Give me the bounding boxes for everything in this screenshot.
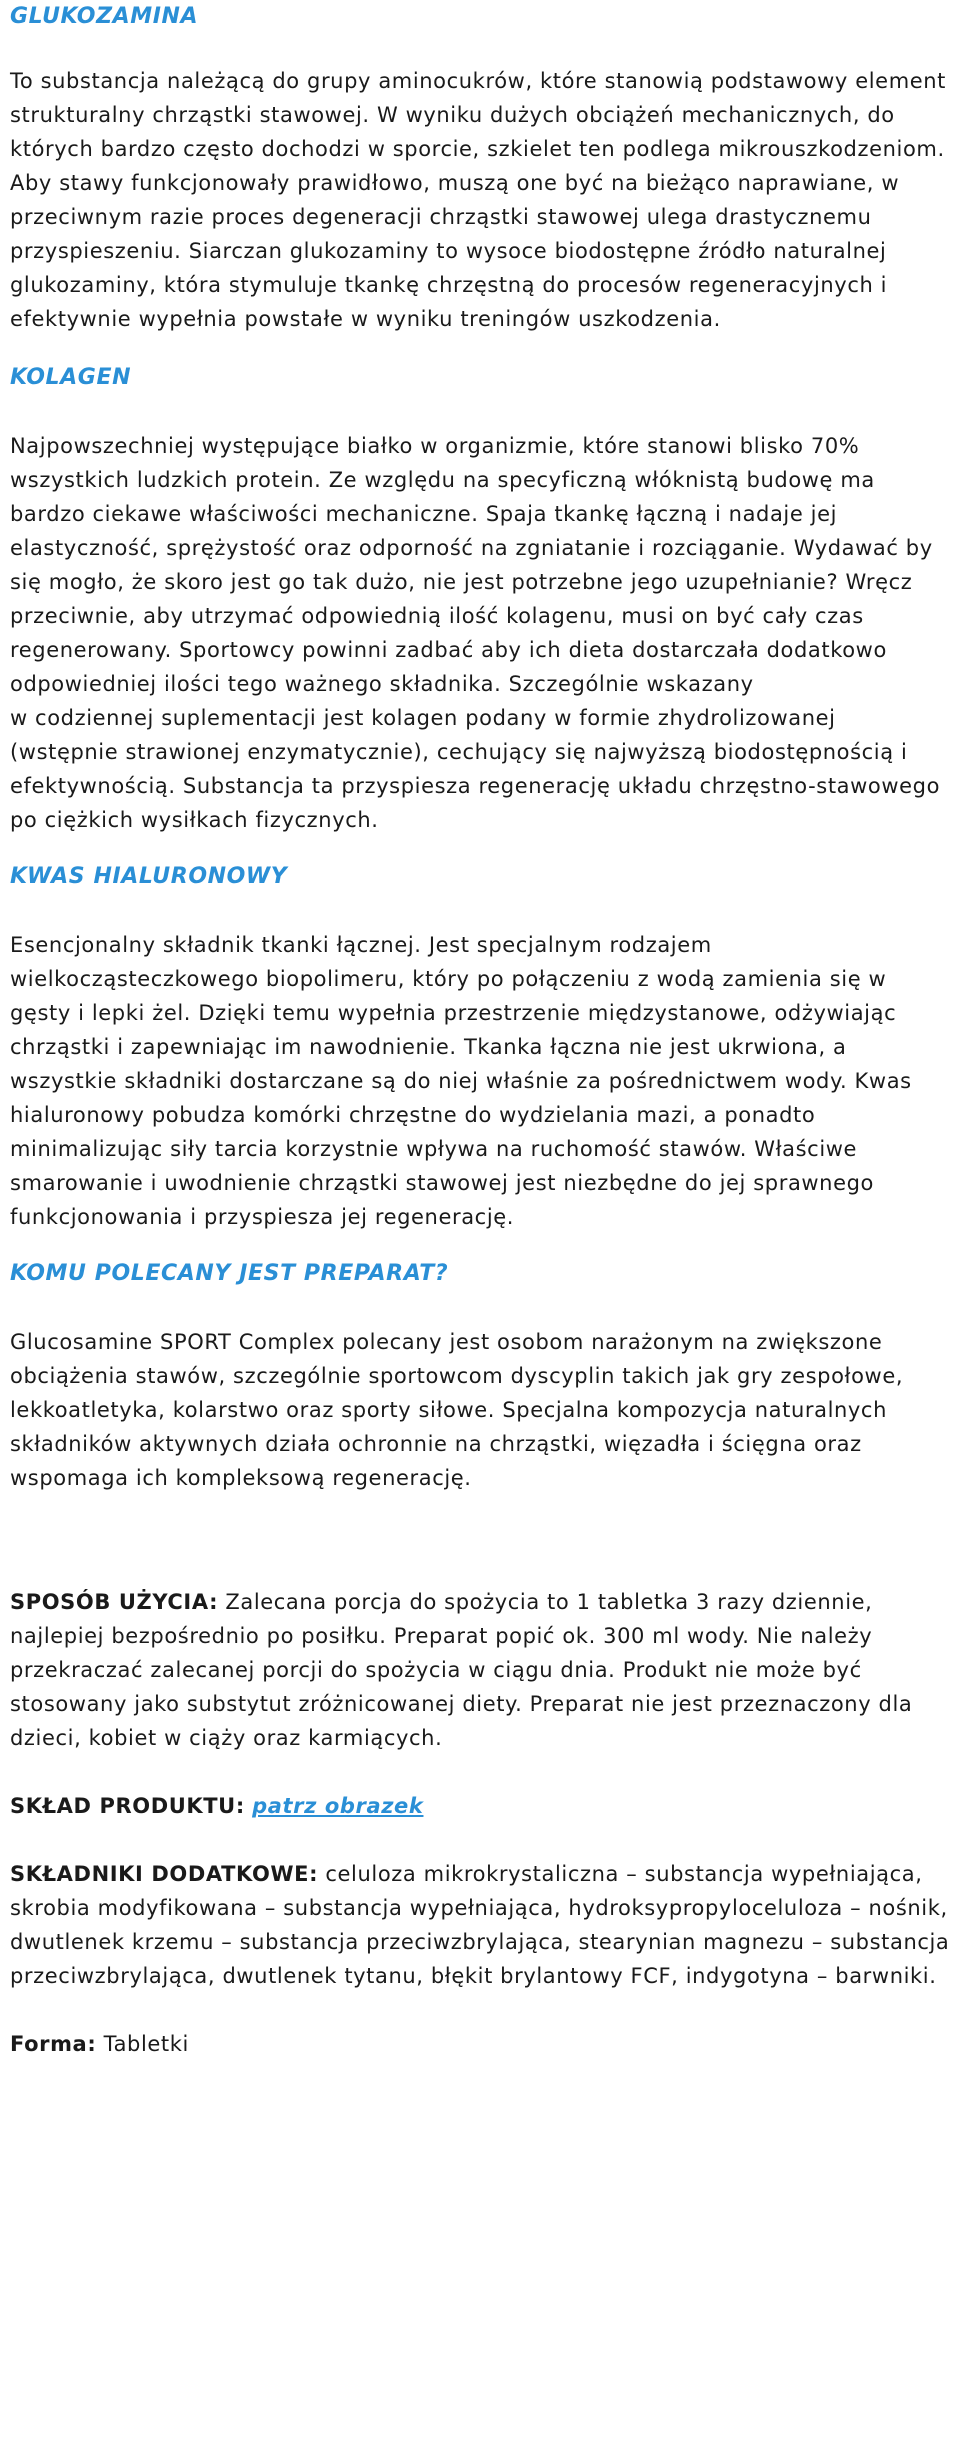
paragraph-kolagen-part1: Najpowszechniej występujące białko w organizmie, które stanowi blisko 70% wszystkich ludzkich protein. Ze względu na specyficzną włóknistą budowę ma bardzo ciekawe właściwości mechaniczne. Spaja tkankę łączną i nadaje jej elastyczność, sprężystość oraz odporność na zgniatanie i rozciąganie. Wydawać by się mogło, że skoro jest go tak dużo, nie jest potrzebne jego uzupełnianie? Wręcz przeciwnie, aby utrzymać odpowiednią ilość kolagenu, musi on być cały czas regenerowany. Sportowcy powinni zadbać aby ich dieta dostarczała dodatkowo odpowiedniej ilości tego ważnego składnika. Szczególnie wskazany (10, 434, 933, 696)
heading-kwas-hialuronowy: KWAS HIALURONOWY (10, 864, 288, 889)
form-text: Tabletki (103, 2032, 189, 2056)
paragraph-kolagen (10, 429, 950, 837)
paragraph-kolagen-part2: w codziennej suplementacji jest kolagen podany w formie zhydrolizowanej (wstępnie strawionej enzymatycznie), cechujący się najwyższą biodostępnością i efektywnością. Substancja ta przyspiesza regenerację układu chrzęstno-stawowego po ciężkich wysiłkach fizycznych. (10, 706, 941, 832)
heading-glukozamina: GLUKOZAMINA (10, 4, 199, 29)
composition-image-link[interactable]: patrz obrazek (252, 1794, 424, 1818)
paragraph-glukozamina: To substancja należącą do grupy aminocukrów, które stanowią podstawowy element strukturalny chrząstki stawowej. W wyniku dużych obciążeń mechanicznych, do których bardzo często dochodzi w sporcie, szkielet ten podlega mikrouszkodzeniom. Aby stawy funkcjonowały prawidłowo, muszą one być na bieżąco naprawiane, w przeciwnym razie proces degeneracji chrząstki stawowej ulega drastycznemu przyspieszeniu. Siarczan glukozaminy to wysoce biodostępne źródło naturalnej glukozaminy, która stymuluje tkankę chrzęstną do procesów regeneracyjnych i efektywnie wypełnia powstałe w wyniku treningów uszkodzenia. (10, 69, 947, 331)
usage-section (10, 1585, 950, 1755)
heading-kolagen: KOLAGEN (10, 365, 132, 390)
form-label: Forma: (10, 2032, 97, 2056)
form-section (10, 2027, 950, 2061)
paragraph-komu-polecany: Glucosamine SPORT Complex polecany jest osobom narażonym na zwiększone obciążenia stawów, szczególnie sportowcom dyscyplin takich jak gry zespołowe, lekkoatletyka, kolarstwo oraz sporty siłowe. Specjalna kompozycja naturalnych składników aktywnych działa ochronnie na chrząstki, więzadła i ścięgna oraz wspomaga ich kompleksową regenerację. (10, 1330, 904, 1490)
additives-section (10, 1857, 950, 1993)
composition-label: SKŁAD PRODUKTU: (10, 1794, 245, 1818)
additives-label: SKŁADNIKI DODATKOWE: (10, 1862, 319, 1886)
composition-section (10, 1789, 950, 1823)
paragraph-kwas-hialuronowy: Esencjonalny składnik tkanki łącznej. Jest specjalnym rodzajem wielkocząsteczkowego biopolimeru, który po połączeniu z wodą zamienia się w gęsty i lepki żel. Dzięki temu wypełnia przestrzenie międzystanowe, odżywiając chrząstki i zapewniając im nawodnienie. Tkanka łączna nie jest ukrwiona, a wszystkie składniki dostarczane są do niej właśnie za pośrednictwem wody. Kwas hialuronowy pobudza komórki chrzęstne do wydzielania mazi, a ponadto minimalizując siły tarcia korzystnie wpływa na ruchomość stawów. Właściwe smarowanie i uwodnienie chrząstki stawowej jest niezbędne do jej sprawnego funkcjonowania i przyspiesza jej regenerację. (10, 933, 912, 1229)
usage-text: Zalecana porcja do spożycia to 1 tabletka 3 razy dziennie, najlepiej bezpośrednio po posiłku. Preparat popić ok. 300 ml wody. Nie należy przekraczać zalecanej porcji do spożycia w ciągu dnia. Produkt nie może być stosowany jako substytut zróżnicowanej diety. Preparat nie jest przeznaczony dla dzieci, kobiet w ciąży oraz karmiących. (10, 1590, 913, 1750)
usage-label: SPOSÓB UŻYCIA: (10, 1590, 219, 1614)
additives-text: celuloza mikrokrystaliczna – substancja wypełniająca, skrobia modyfikowana – substancja wypełniająca, hydroksypropyloceluloza – nośnik, dwutlenek krzemu – substancja przeciwzbrylająca, stearynian magnezu – substancja przeciwzbrylająca, dwutlenek tytanu, błękit brylantowy FCF, indygotyna – barwniki. (10, 1862, 950, 1988)
heading-komu-polecany: KOMU POLECANY JEST PREPARAT? (10, 1261, 449, 1286)
